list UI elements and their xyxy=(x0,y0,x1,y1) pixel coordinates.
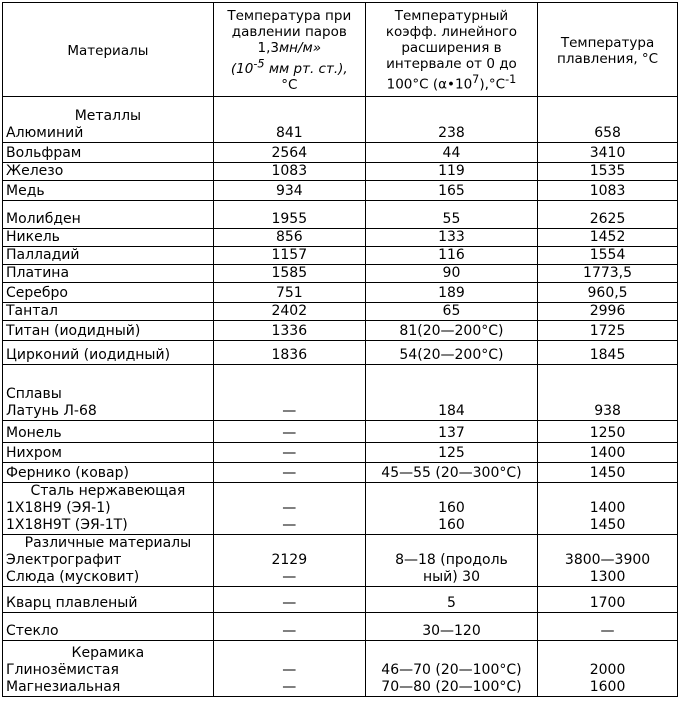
expansion-cell-value: 45—55 (20—300°С) xyxy=(381,465,522,481)
material-cell xyxy=(3,265,214,283)
table-row xyxy=(3,463,678,483)
vapor-cell-value: 1157 xyxy=(271,247,308,263)
melting-cell xyxy=(538,201,678,229)
material-cell xyxy=(3,181,214,201)
melting-cell-value: 1400 xyxy=(589,500,626,516)
melting-cell-value: 658 xyxy=(594,125,621,141)
vapor-cell-value: — xyxy=(282,623,297,639)
material-cell xyxy=(3,143,214,163)
section-heading: Металлы xyxy=(74,108,142,124)
melting-cell xyxy=(538,321,678,341)
header-material: Материалы xyxy=(3,3,214,97)
melting-cell xyxy=(538,163,678,181)
melting-cell-value: 1450 xyxy=(589,517,626,533)
vapor-cell xyxy=(213,483,365,535)
expansion-cell-value: 55 xyxy=(442,211,461,227)
expansion-cell xyxy=(365,341,537,365)
expansion-cell xyxy=(365,143,537,163)
vapor-cell-value: 751 xyxy=(275,285,303,301)
material-cell xyxy=(3,163,214,181)
melting-cell-value: 1250 xyxy=(589,425,626,441)
vapor-cell-value: 856 xyxy=(275,229,303,245)
melting-cell xyxy=(538,341,678,365)
table-row xyxy=(3,265,678,283)
table-row xyxy=(3,365,678,421)
expansion-cell xyxy=(365,247,537,265)
material-name: Титан (иодидный) xyxy=(6,323,141,339)
material-name: Платина xyxy=(6,265,70,281)
vapor-cell-value: 1955 xyxy=(271,211,308,227)
material-name: Алюминий xyxy=(6,125,84,141)
vapor-cell xyxy=(213,283,365,303)
melting-cell xyxy=(538,97,678,143)
expansion-cell xyxy=(365,229,537,247)
melting-cell xyxy=(538,421,678,443)
material-name: Серебро xyxy=(6,285,68,301)
melting-cell-value: 3800—3900 xyxy=(564,552,651,568)
material-cell xyxy=(3,421,214,443)
vapor-cell-value: 934 xyxy=(275,183,303,199)
expansion-cell-value: 125 xyxy=(438,445,465,461)
melting-cell xyxy=(538,229,678,247)
expansion-cell xyxy=(365,421,537,443)
melting-cell xyxy=(538,641,678,697)
section-heading: Сплавы xyxy=(6,386,62,402)
expansion-cell xyxy=(365,181,537,201)
melting-cell xyxy=(538,247,678,265)
material-name: Фернико (ковар) xyxy=(6,465,129,481)
expansion-cell-value: 137 xyxy=(438,425,465,441)
header-row xyxy=(3,3,678,97)
table-row xyxy=(3,535,678,587)
melting-cell-value: 1554 xyxy=(589,247,626,263)
vapor-cell xyxy=(213,535,365,587)
vapor-cell-value: — xyxy=(282,517,297,533)
vapor-cell-value: 841 xyxy=(275,125,303,141)
expansion-cell-value: 5 xyxy=(447,595,456,611)
expansion-cell xyxy=(365,321,537,341)
melting-cell xyxy=(538,463,678,483)
expansion-cell-value: 189 xyxy=(438,285,465,301)
melting-cell-value: 1845 xyxy=(589,347,626,363)
expansion-cell-value: 30—120 xyxy=(422,623,481,639)
expansion-cell-value: 70—80 (20—100°С) xyxy=(381,679,522,695)
expansion-cell-value: 116 xyxy=(438,247,465,263)
header-vapor: Температура при давлении паров 1,3мн/м» ($10^{-5}$ мм рт. ст.), °С xyxy=(213,3,365,97)
material-name: Железо xyxy=(6,163,64,179)
material-name: Кварц плавленый xyxy=(6,595,138,611)
material-name: Монель xyxy=(6,425,62,441)
expansion-cell xyxy=(365,641,537,697)
vapor-cell-value: 2564 xyxy=(271,145,308,161)
expansion-cell-value: 119 xyxy=(438,163,465,179)
material-name: Нихром xyxy=(6,445,62,461)
section-heading: Различные материалы xyxy=(24,535,192,551)
melting-cell-value: 1535 xyxy=(589,163,626,179)
material-name: Никель xyxy=(6,229,60,245)
expansion-cell xyxy=(365,163,537,181)
material-cell xyxy=(3,641,214,697)
vapor-cell xyxy=(213,181,365,201)
melting-cell-value: — xyxy=(600,623,615,639)
vapor-cell-value: — xyxy=(282,679,297,695)
expansion-cell-value: 65 xyxy=(442,303,461,319)
table-row xyxy=(3,247,678,265)
vapor-cell-value: — xyxy=(282,403,297,419)
vapor-cell xyxy=(213,143,365,163)
section-heading: Сталь нержавеющая xyxy=(30,483,186,499)
melting-cell-value: 1300 xyxy=(589,569,626,585)
expansion-cell xyxy=(365,463,537,483)
vapor-cell-value: 1083 xyxy=(271,163,308,179)
material-cell xyxy=(3,321,214,341)
melting-cell-value: 2000 xyxy=(589,662,626,678)
vapor-cell xyxy=(213,443,365,463)
material-cell xyxy=(3,303,214,321)
expansion-cell xyxy=(365,613,537,641)
material-cell xyxy=(3,247,214,265)
vapor-cell-value: — xyxy=(282,569,297,585)
material-cell xyxy=(3,97,214,143)
expansion-cell xyxy=(365,303,537,321)
table-row xyxy=(3,163,678,181)
vapor-cell-value: 1336 xyxy=(271,323,308,339)
expansion-cell-value: 90 xyxy=(442,265,461,281)
melting-cell xyxy=(538,483,678,535)
expansion-cell xyxy=(365,483,537,535)
melting-cell-value: 1700 xyxy=(589,595,626,611)
melting-cell-value: 2996 xyxy=(589,303,626,319)
material-cell xyxy=(3,443,214,463)
table-row xyxy=(3,97,678,143)
material-name: Стекло xyxy=(6,623,59,639)
vapor-cell-value: — xyxy=(282,500,297,516)
vapor-cell xyxy=(213,97,365,143)
melting-cell-value: 1450 xyxy=(589,465,626,481)
vapor-cell xyxy=(213,163,365,181)
material-name: Латунь Л-68 xyxy=(6,403,97,419)
melting-cell xyxy=(538,365,678,421)
table-row xyxy=(3,341,678,365)
table-row xyxy=(3,443,678,463)
melting-cell xyxy=(538,143,678,163)
expansion-cell xyxy=(365,365,537,421)
material-name: Вольфрам xyxy=(6,145,82,161)
section-heading: Керамика xyxy=(71,645,145,661)
melting-cell xyxy=(538,535,678,587)
material-name: Медь xyxy=(6,183,45,199)
melting-cell xyxy=(538,443,678,463)
vapor-cell-value: 2129 xyxy=(271,552,308,568)
expansion-cell-value: 46—70 (20—100°С) xyxy=(381,662,522,678)
header-expansion: Температурный коэфф. линейного расширения в интервале от 0 до 100°С $(\alpha•10^7),^\circ С^{-1}$ xyxy=(365,3,537,97)
vapor-cell xyxy=(213,613,365,641)
expansion-cell-value: 8—18 (продоль xyxy=(395,552,508,568)
material-cell xyxy=(3,365,214,421)
expansion-cell xyxy=(365,265,537,283)
material-name: Тантал xyxy=(6,303,58,319)
table-row xyxy=(3,229,678,247)
table-row xyxy=(3,641,678,697)
vapor-cell xyxy=(213,421,365,443)
material-cell xyxy=(3,587,214,613)
vapor-cell-value: — xyxy=(282,425,297,441)
melting-cell xyxy=(538,587,678,613)
vapor-cell-value: — xyxy=(282,465,297,481)
vapor-cell xyxy=(213,247,365,265)
melting-cell xyxy=(538,613,678,641)
expansion-cell-value: 133 xyxy=(438,229,465,245)
material-name: Молибден xyxy=(6,211,81,227)
expansion-cell-value: 81(20—200°С) xyxy=(399,323,504,339)
material-cell xyxy=(3,463,214,483)
vapor-cell-value: — xyxy=(282,445,297,461)
melting-cell-value: 2625 xyxy=(589,211,626,227)
vapor-cell xyxy=(213,341,365,365)
vapor-cell xyxy=(213,463,365,483)
material-cell xyxy=(3,201,214,229)
table-row xyxy=(3,321,678,341)
vapor-cell xyxy=(213,641,365,697)
expansion-cell xyxy=(365,97,537,143)
vapor-cell-value: 2402 xyxy=(271,303,308,319)
melting-cell-value: 1083 xyxy=(589,183,626,199)
expansion-cell xyxy=(365,443,537,463)
vapor-cell xyxy=(213,303,365,321)
material-name: Электрографит xyxy=(6,552,122,568)
expansion-cell xyxy=(365,587,537,613)
expansion-cell xyxy=(365,535,537,587)
melting-cell xyxy=(538,283,678,303)
table-row xyxy=(3,483,678,535)
melting-cell xyxy=(538,303,678,321)
expansion-cell-value: 184 xyxy=(438,403,465,419)
vapor-cell-value: 1836 xyxy=(271,347,308,363)
melting-cell-value: 1773,5 xyxy=(583,265,633,281)
table-row xyxy=(3,283,678,303)
material-name: Цирконий (иодидный) xyxy=(6,347,171,363)
vapor-cell xyxy=(213,365,365,421)
vapor-cell xyxy=(213,229,365,247)
material-cell xyxy=(3,229,214,247)
expansion-cell-value: 160 xyxy=(438,500,465,516)
table-row xyxy=(3,303,678,321)
expansion-cell-value: 44 xyxy=(442,145,461,161)
material-cell xyxy=(3,341,214,365)
vapor-cell-value: — xyxy=(282,595,297,611)
melting-cell-value: 3410 xyxy=(589,145,626,161)
expansion-cell-value: 165 xyxy=(438,183,465,199)
vapor-cell xyxy=(213,321,365,341)
header-melting: Температура плавления, °С xyxy=(538,3,678,97)
material-name: Магнезиальная xyxy=(6,679,121,695)
material-cell xyxy=(3,613,214,641)
material-cell xyxy=(3,283,214,303)
material-name: Палладий xyxy=(6,247,80,263)
melting-cell-value: 1725 xyxy=(589,323,626,339)
expansion-cell-value: ный) 30 xyxy=(422,569,480,585)
material-name: Слюда (мусковит) xyxy=(6,569,140,585)
table-row xyxy=(3,421,678,443)
table-row xyxy=(3,181,678,201)
materials-table xyxy=(2,2,678,697)
melting-cell-value: 1600 xyxy=(589,679,626,695)
vapor-cell xyxy=(213,201,365,229)
expansion-cell xyxy=(365,201,537,229)
material-cell xyxy=(3,483,214,535)
material-name: 1Х18Н9Т (ЭЯ-1Т) xyxy=(6,517,128,533)
table-row xyxy=(3,201,678,229)
vapor-cell xyxy=(213,587,365,613)
melting-cell-value: 1452 xyxy=(589,229,626,245)
material-name: 1Х18Н9 (ЭЯ-1) xyxy=(6,500,111,516)
vapor-cell-value: — xyxy=(282,662,297,678)
melting-cell xyxy=(538,265,678,283)
melting-cell-value: 938 xyxy=(594,403,621,419)
melting-cell-value: 960,5 xyxy=(587,285,628,301)
vapor-cell-value: 1585 xyxy=(271,265,308,281)
melting-cell xyxy=(538,181,678,201)
melting-cell-value: 1400 xyxy=(589,445,626,461)
expansion-cell-value: 238 xyxy=(438,125,465,141)
expansion-cell-value: 54(20—200°С) xyxy=(399,347,504,363)
vapor-cell xyxy=(213,265,365,283)
table-row xyxy=(3,587,678,613)
material-cell xyxy=(3,535,214,587)
table-row xyxy=(3,143,678,163)
expansion-cell-value: 160 xyxy=(438,517,465,533)
expansion-cell xyxy=(365,283,537,303)
material-name: Глинозёмистая xyxy=(6,662,119,678)
table-row xyxy=(3,613,678,641)
